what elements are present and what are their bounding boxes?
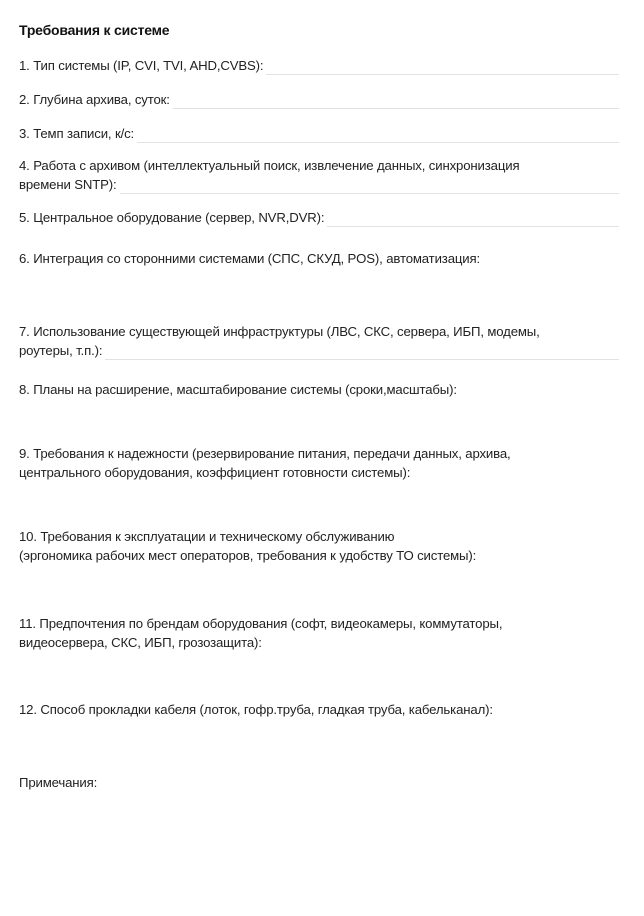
maintenance-input[interactable]	[19, 574, 619, 586]
field-label: 5. Центральное оборудование (сервер, NVR,DVR):	[19, 210, 325, 225]
field-infrastructure	[19, 322, 619, 360]
brand-preferences-input[interactable]	[19, 661, 619, 673]
field-maintenance	[19, 527, 619, 565]
field-label-line1: 7. Использование существующей инфраструктуры (ЛВС, СКС, сервера, ИБП, модемы,	[19, 324, 540, 339]
field-archive-depth	[19, 90, 619, 109]
field-label-line1: 9. Требования к надежности (резервирование питания, передачи данных, архива,	[19, 446, 511, 461]
field-label: 6. Интеграция со сторонними системами (СПС, СКУД, POS), автоматизация:	[19, 251, 480, 266]
form-title: Требования к системе	[19, 22, 170, 38]
central-equipment-input[interactable]	[327, 226, 619, 227]
field-label-line1: 10. Требования к эксплуатации и техническому обслуживанию	[19, 529, 395, 544]
infrastructure-input[interactable]	[105, 359, 619, 360]
field-label: 3. Темп записи, к/с:	[19, 126, 135, 141]
field-label-line2: видеосервера, СКС, ИБП, грозозащита):	[19, 635, 262, 650]
field-label: 12. Способ прокладки кабеля (лоток, гофр.труба, гладкая труба, кабельканал):	[19, 702, 493, 717]
field-system-type	[19, 56, 619, 75]
field-label-line2: роутеры, т.п.):	[19, 343, 103, 358]
archive-work-input[interactable]	[120, 193, 619, 194]
field-notes	[19, 773, 619, 792]
field-cable-laying	[19, 700, 619, 719]
archive-depth-input[interactable]	[173, 108, 619, 109]
cable-laying-input[interactable]	[19, 728, 619, 740]
system-type-input[interactable]	[266, 74, 619, 75]
field-recording-rate	[19, 124, 619, 143]
notes-label: Примечания:	[19, 775, 98, 790]
field-label: 2. Глубина архива, суток:	[19, 92, 170, 107]
field-label-line1: 11. Предпочтения по брендам оборудования (софт, видеокамеры, коммутаторы,	[19, 616, 503, 631]
field-label-line2: времени SNTP):	[19, 177, 117, 192]
field-reliability	[19, 444, 619, 482]
field-label: 1. Тип системы (IP, CVI, TVI, AHD,CVBS):	[19, 58, 264, 73]
field-central-equipment	[19, 208, 619, 227]
field-brand-preferences	[19, 614, 619, 652]
field-label-line2: (эргономика рабочих мест операторов, требования к удобству ТО системы):	[19, 548, 477, 563]
recording-rate-input[interactable]	[137, 142, 619, 143]
expansion-plans-input[interactable]	[19, 409, 619, 421]
integration-input[interactable]	[19, 280, 619, 292]
reliability-input[interactable]	[19, 491, 619, 503]
field-expansion-plans	[19, 380, 619, 399]
notes-textarea[interactable]	[19, 796, 623, 900]
field-archive-work	[19, 156, 619, 194]
field-label-line2: центрального оборудования, коэффициент готовности системы):	[19, 465, 411, 480]
field-label-line1: 4. Работа с архивом (интеллектуальный поиск, извлечение данных, синхронизация	[19, 158, 520, 173]
field-label: 8. Планы на расширение, масштабирование системы (сроки,масштабы):	[19, 382, 457, 397]
field-integration	[19, 249, 619, 268]
